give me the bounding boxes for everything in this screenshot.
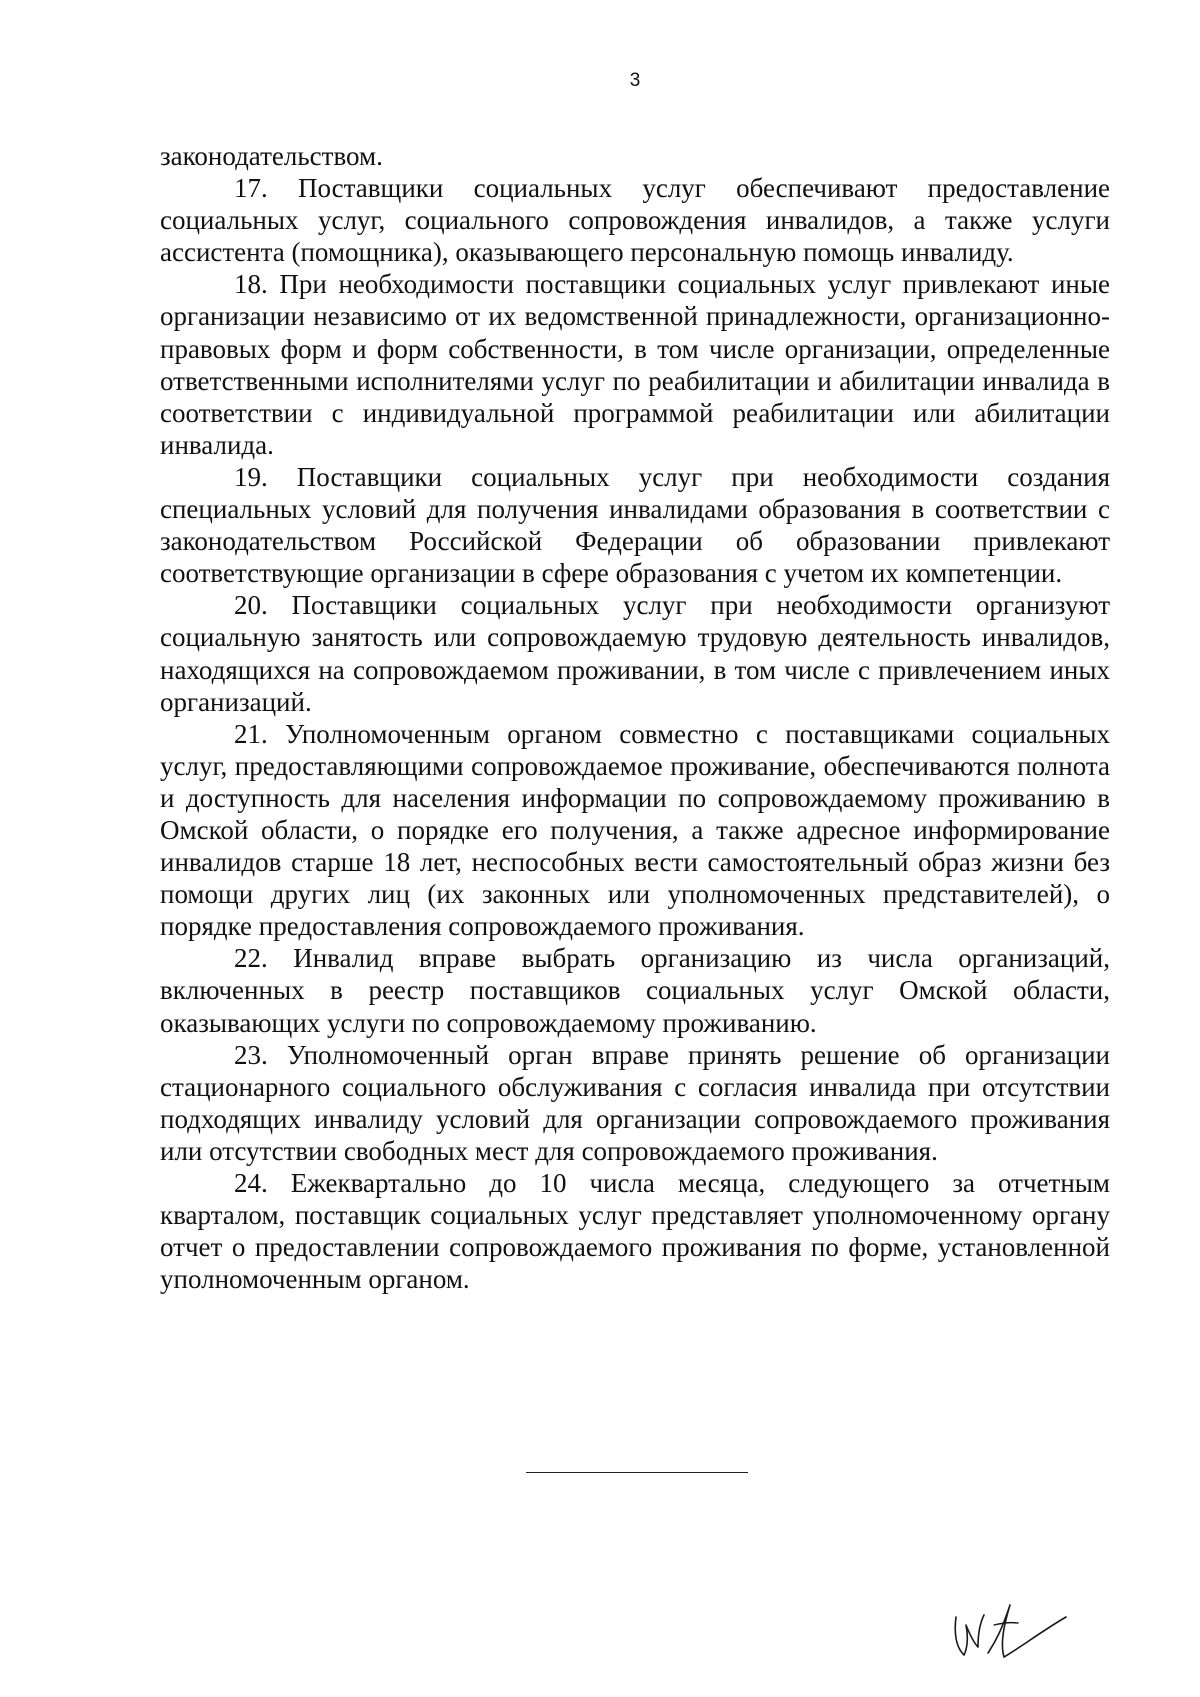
document-body bbox=[160, 140, 1110, 1295]
paragraph-20: 20. Поставщики социальных услуг при необходимости организуют социальную занятость или сопровождаемую трудовую деятельность инвалидов, находящихся на сопровождаемом проживании, в том числе с привлечением иных организаций. bbox=[160, 590, 1110, 717]
page-number: 3 bbox=[629, 70, 641, 91]
paragraph-18: 18. При необходимости поставщики социальных услуг привлекают иные организации независимо от их ведомственной принадлежности, организационно-правовых форм и форм собственности, в том числе организации, определенные ответственными исполнителями услуг по реабилитации и абилитации инвалида в соответствии с индивидуальной программой реабилитации или абилитации инвалида. bbox=[160, 269, 1110, 460]
paragraph-21: 21. Уполномоченным органом совместно с поставщиками социальных услуг, предоставляющими сопровождаемое проживание, обеспечиваются полнота и доступность для населения информации по сопровождаемому проживанию в Омской области, о порядке его получения, а также адресное информирование инвалидов старше 18 лет, неспособных вести самостоятельный образ жизни без помощи других лиц (их законных или уполномоченных представителей), о порядке предоставления сопровождаемого проживания. bbox=[160, 718, 1110, 942]
paragraph-22: 22. Инвалид вправе выбрать организацию из числа организаций, включенных в реестр поставщиков социальных услуг Омской области, оказывающих услуги по сопровождаемому проживанию. bbox=[160, 943, 1110, 1038]
end-separator-line bbox=[526, 1472, 748, 1473]
continuation-line: законодательством. bbox=[160, 141, 383, 171]
handwritten-signature-icon bbox=[944, 1595, 1094, 1675]
paragraph-17: 17. Поставщики социальных услуг обеспечивают предоставление социальных услуг, социального сопровождения инвалидов, а также услуги ассистента (помощника), оказывающего персональную помощь инвалиду. bbox=[160, 173, 1110, 268]
paragraph-23: 23. Уполномоченный орган вправе принять решение об организации стационарного социального обслуживания с согласия инвалида при отсутствии подходящих инвалиду условий для организации сопровождаемого проживания или отсутствии свободных мест для сопровождаемого проживания. bbox=[160, 1039, 1110, 1166]
paragraph-19: 19. Поставщики социальных услуг при необходимости создания специальных условий для получения инвалидами образования в соответствии с законодательством Российской Федерации об образовании привлекают соответствующие организации в сфере образования с учетом их компетенции. bbox=[160, 461, 1110, 589]
paragraph-24: 24. Ежеквартально до 10 числа месяца, следующего за отчетным кварталом, поставщик социальных услуг представляет уполномоченному органу отчет о предоставлении сопровождаемого проживания по форме, установленной уполномоченным органом. bbox=[160, 1168, 1110, 1295]
